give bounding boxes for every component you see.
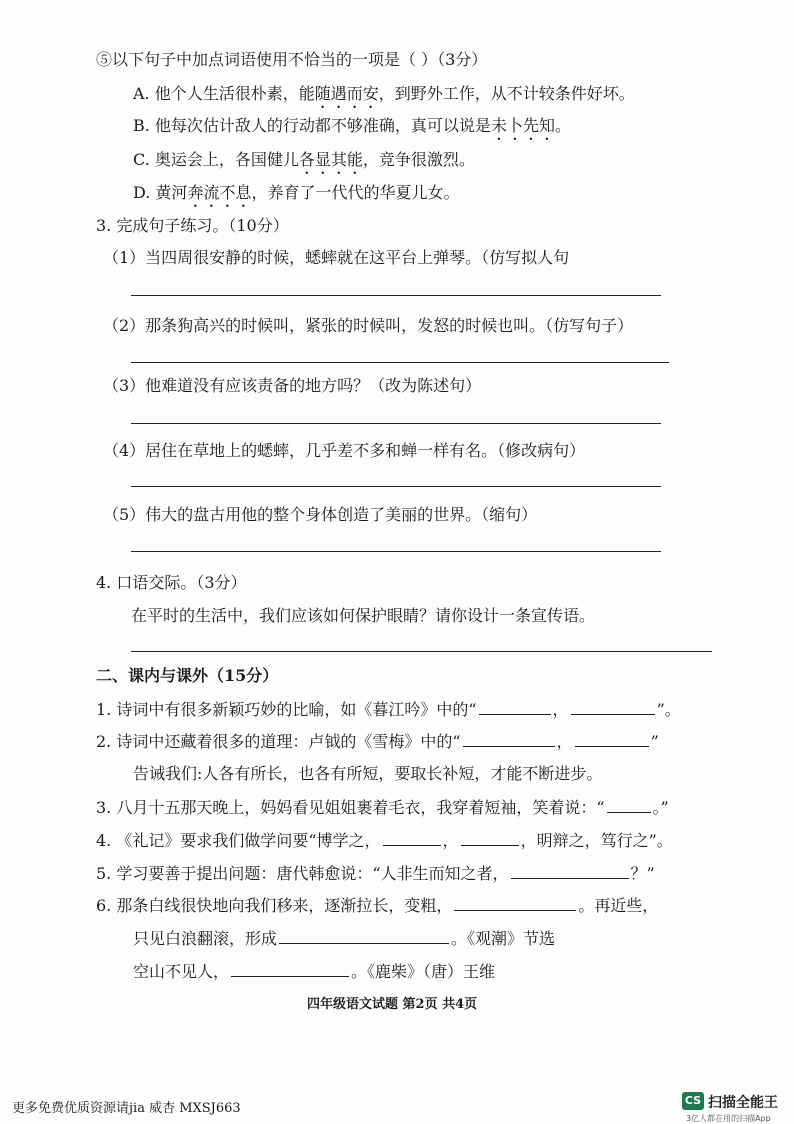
q5-option-d: D. 黄河奔流不息，养育了一代代的华夏儿女。 [133,183,460,202]
blank[interactable] [479,698,551,715]
blank[interactable] [231,960,349,977]
answer-line-4[interactable] [131,486,661,487]
sec2-item-4: 4. 《礼记》要求我们做学问要“博学之， ， ，明辩之，笃行之”。 [96,831,673,850]
blank[interactable] [461,829,519,846]
blank[interactable] [571,698,655,715]
blank[interactable] [575,730,649,747]
page-footer: 四年级语文试题 第2页 共4页 [307,997,478,1012]
q5-option-c: C. 奥运会上，各国健儿各显其能，竞争很激烈。 [133,150,475,169]
sec2-item-6-line3: 空山不见人， 。《鹿柴》（唐）王维 [133,962,496,981]
blank[interactable] [511,862,629,879]
brand-tagline: 3亿人都在用的扫描App [686,1114,771,1123]
answer-line-5[interactable] [131,551,661,552]
blank[interactable] [463,730,555,747]
q3-sentence-5: （5）伟大的盘古用他的整个身体创造了美丽的世界。（缩句） [103,505,538,524]
q4-title: 4. 口语交际。（3分） [96,573,247,592]
blank[interactable] [279,927,449,944]
sec2-item-2-line2: 告诫我们:人各有所长，也各有所短，要取长补短，才能不断进步。 [133,764,603,783]
q3-sentence-3: （3）他难道没有应该责备的地方吗？（改为陈述句） [103,376,482,395]
camscanner-logo-icon: CS [682,1092,704,1110]
answer-line-6[interactable] [131,651,712,652]
q3-title: 3. 完成句子练习。（10分） [96,216,289,235]
q5-stem: ⑤以下句子中加点词语使用不恰当的一项是（ ）（3分） [96,50,488,69]
blank[interactable] [607,796,651,813]
q3-sentence-2: （2）那条狗高兴的时候叫，紧张的时候叫，发怒的时候也叫。（仿写句子） [103,316,634,335]
q3-sentence-4: （4）居住在草地上的蟋蟀，几乎差不多和蝉一样有名。（修改病句） [103,441,586,460]
answer-line-3[interactable] [131,423,661,424]
brand-name: 扫描全能王 [708,1095,778,1111]
section-2-title: 二、课内与课外（15分） [96,666,279,685]
answer-line-1[interactable] [131,295,661,296]
sec2-item-2: 2. 诗词中还藏着很多的道理：卢钺的《雪梅》中的“ ， ” [96,732,659,751]
q5-option-b: B. 他每次估计敌人的行动都不够准确，真可以说是未卜先知。 [133,116,571,135]
watermark-text: 更多免费优质资源请jia 威杏 MXSJ663 [12,1101,241,1116]
q5-option-a: A. 他个人生活很朴素，能随遇而安，到野外工作，从不计较条件好坏。 [133,84,635,103]
q4-body: 在平时的生活中，我们应该如何保护眼睛？请你设计一条宣传语。 [131,606,596,625]
sec2-item-3: 3. 八月十五那天晚上，妈妈看见姐姐裹着毛衣，我穿着短袖，笑着说：“ 。” [96,798,669,817]
sec2-item-6: 6. 那条白线很快地向我们移来，逐渐拉长，变粗， 。再近些， [96,896,659,915]
sec2-item-6-line2: 只见白浪翻滚，形成 。《观潮》节选 [133,929,556,948]
sec2-item-5: 5. 学习要善于提出问题：唐代韩愈说：“人非生而知之者， ？” [96,864,655,883]
blank[interactable] [454,894,576,911]
blank[interactable] [383,829,441,846]
q3-sentence-1: （1）当四周很安静的时候，蟋蟀就在这平台上弹琴。（仿写拟人句 [103,248,570,267]
answer-line-2[interactable] [131,362,669,363]
sec2-item-1: 1. 诗词中有很多新颖巧妙的比喻，如《暮江吟》中的“ ， ”。 [96,700,681,719]
